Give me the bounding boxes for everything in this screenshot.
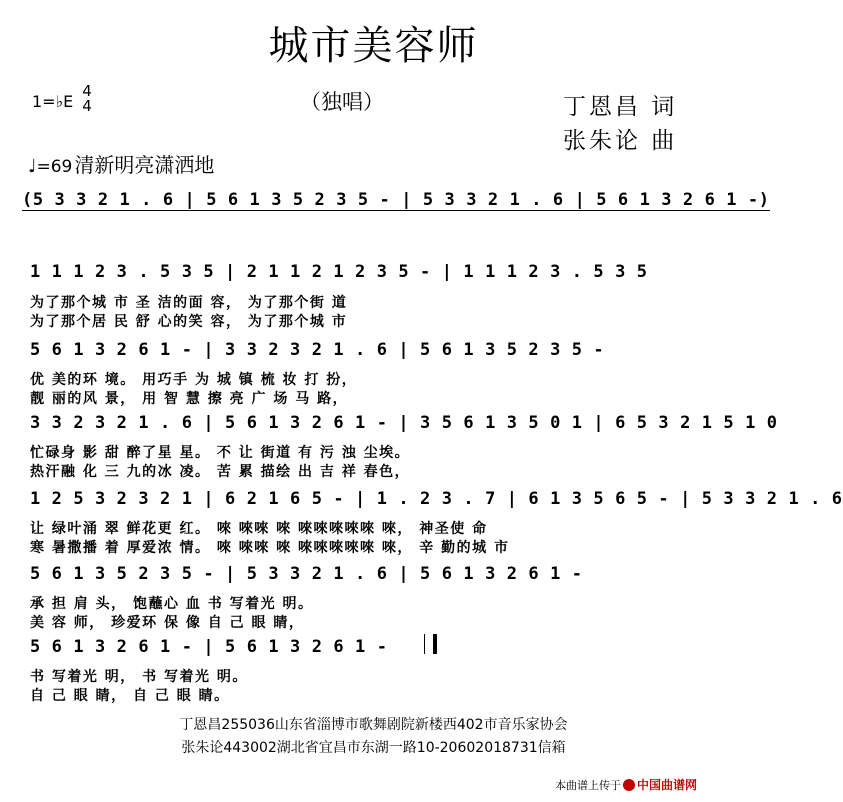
system-5-lyric-verse-1: 承 担 肩 头， 饱蘸心 血 书 写着光 明。 (30, 596, 314, 612)
system-4-lyric-verse-1: 让 绿叶涌 翠 鲜花更 红。 唻 唻唻 唻 唻唻唻唻唻 唻， 神圣使 命 (30, 521, 488, 537)
system-2-lyric-verse-1: 优 美的环 境。 用巧手 为 城 镇 梳 妆 打 扮， (30, 372, 358, 388)
intro-notation: (5 3 3 2 1 . 6 | 5 6 1 3 5 2 3 5 - | 5 3 3 2 1 . 6 | 5 6 1 3 2 6 1 -) (22, 190, 770, 210)
upload-label: 本曲谱上传于 (555, 779, 621, 792)
system-4-lyric-verse-2: 寒 暑撒播 着 厚爱浓 情。 唻 唻唻 唻 唻唻唻唻唻 唻， 辛 勤的城 市 (30, 540, 510, 556)
system-6-notation: 5 6 1 3 2 6 1 - | 5 6 1 3 2 6 1 - (30, 637, 388, 657)
site-logo-icon (623, 779, 635, 791)
system-1-notation: 1 1 1 2 3 . 5 3 5 | 2 1 1 2 1 2 3 5 - | 1 1 1 2 3 . 5 3 5 (30, 262, 648, 282)
upload-brand[interactable]: 中国曲谱网 (637, 778, 698, 792)
system-1-lyric-verse-2: 为了那个居 民 舒 心的笑 容， 为了那个城 市 (30, 314, 348, 330)
time-signature (82, 84, 92, 114)
key-signature: 1=♭E (32, 92, 74, 111)
system-4-notation: 1 2 5 3 2 3 2 1 | 6 2 1 6 5 - | 1 . 2 3 . 7 | 6 1 3 5 6 5 - | 5 3 3 2 1 . 6 (30, 489, 843, 509)
composer-address: 张朱论443002湖北省宜昌市东湖一路10-20602018731信箱 (181, 740, 566, 756)
time-signature-bottom: 4 (82, 97, 92, 115)
lyricist-credit: 丁恩昌 词 (563, 94, 678, 120)
system-2-lyric-verse-2: 靓 丽的风 景， 用 智 慧 擦 亮 广 场 马 路， (30, 391, 349, 407)
upload-credit (555, 776, 697, 793)
subtitle: （独唱） (300, 90, 384, 114)
time-signature-top: 4 (82, 82, 92, 100)
tempo-marking (28, 149, 214, 178)
page-title: 城市美容师 (268, 23, 479, 69)
system-2-notation: 5 6 1 3 2 6 1 - | 3 3 2 3 2 1 . 6 | 5 6 1 3 5 2 3 5 - (30, 340, 605, 360)
system-3-notation: 3 3 2 3 2 1 . 6 | 5 6 1 3 2 6 1 - | 3 5 6 1 3 5 0 1 | 6 5 3 2 1 5 1 0 (30, 413, 778, 433)
system-3-lyric-verse-2: 热汗融 化 三 九的冰 凌。 苦 累 描绘 出 吉 祥 春色， (30, 464, 411, 480)
system-5-notation: 5 6 1 3 5 2 3 5 - | 5 3 3 2 1 . 6 | 5 6 1 3 2 6 1 - (30, 564, 583, 584)
system-6-lyric-verse-2: 自 己 眼 睛， 自 己 眼 睛。 (30, 688, 230, 704)
final-barline (424, 634, 437, 654)
system-3-lyric-verse-1: 忙碌身 影 甜 醉了星 星。 不 让 街道 有 污 浊 尘埃。 (30, 445, 411, 461)
system-6-lyric-verse-1: 书 写着光 明， 书 写着光 明。 (30, 669, 248, 685)
quarter-note-icon: ♩ (28, 156, 37, 177)
system-5-lyric-verse-2: 美 容 师， 珍爱环 保 像 自 己 眼 睛， (30, 615, 305, 631)
tempo-bpm: =69 (36, 157, 73, 177)
lyricist-address: 丁恩昌255036山东省淄博市歌舞剧院新楼西402市音乐家协会 (179, 717, 568, 733)
system-1-lyric-verse-1: 为了那个城 市 圣 洁的面 容， 为了那个街 道 (30, 295, 348, 311)
expression-text: 清新明亮潇洒地 (74, 153, 215, 177)
composer-credit: 张朱论 曲 (563, 128, 678, 154)
